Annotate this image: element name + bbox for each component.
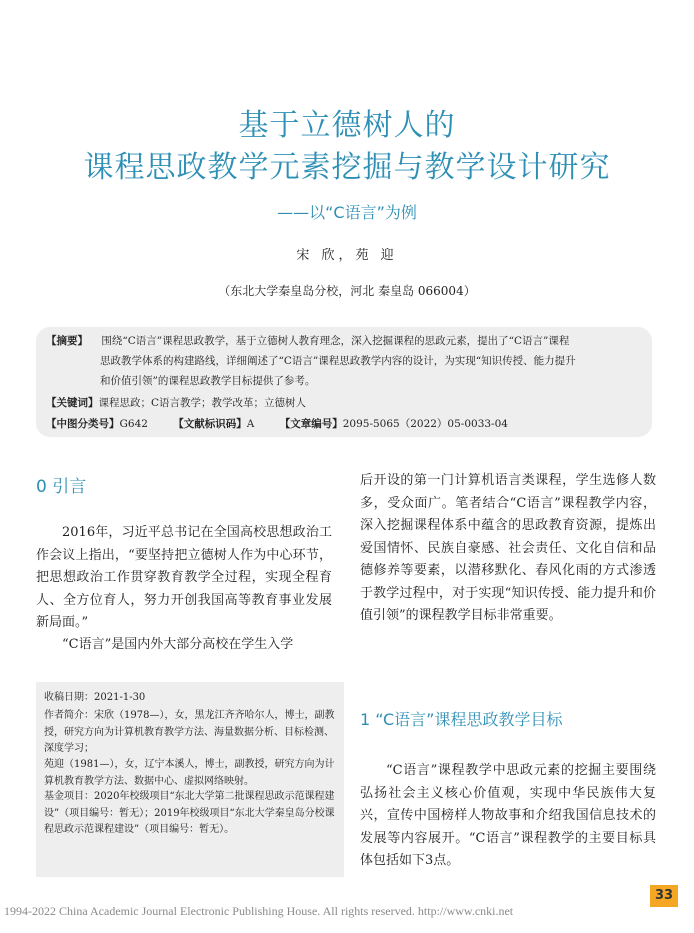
copyright-line: 1994-2022 China Academic Journal Electronic Publishing House. All rights reserved. http://www.cnki.net [4,904,514,918]
footnote-author-2: 苑迎（1981—），女，辽宁本溪人，博士，副教授，研究方向为计算机教育教学方法、数据中心、虚拟网络映射。 [44,759,335,787]
footnote-received: 收稿日期：2021-1-30 [44,692,146,703]
section-0-paragraph-2: “C语言”是国内外大部分高校在学生入学 [62,637,294,652]
section-1-heading: 1 “C语言”课程思政教学目标 [360,710,563,729]
keywords-label: 【关键词】 [46,397,99,409]
abstract-line-1 [46,331,646,351]
abstract-line-2: 思政教学体系的构建路线，详细阐述了“C语言”课程思政教学内容的设计，为实现“知识传授、能力提升 [100,355,576,367]
authors: 宋 欣，苑 迎 [296,248,398,263]
clc-value: G642 [119,418,148,430]
abstract-line-3: 和价值引领”的课程思政教学目标提供了参考。 [100,375,316,387]
title-line-2: 课程思政教学元素挖掘与教学设计研究 [83,150,611,185]
abstract-text-1: 围绕“C语言”课程思政教学，基于立德树人教育理念，深入挖掘课程的思政元素，提出了“C语言”课程 [101,335,570,347]
footnote-author-1: 作者简介：宋欣（1978—），女，黑龙江齐齐哈尔人，博士，副教授，研究方向为计算机教育教学方法、海量数据分析、目标检测、深度学习； [44,710,335,754]
classification-line [46,414,646,434]
section-0-heading: 0 引言 [36,477,87,497]
doc-code-value: A [246,418,255,430]
doc-code-label: 【文献标识码】 [173,418,247,430]
page-number: 33 [650,885,678,907]
abstract-label: 【摘要】 [46,335,88,347]
footnote-fund: 基金项目：2020年校级项目“东北大学第二批课程思政示范课程建设”（项目编号：暂无）；2019年校级项目“东北大学秦皇岛分校课程思政示范课程建设”（项目编号：暂无）。 [44,791,335,835]
keywords-line [46,393,646,413]
keywords: 课程思政；C语言教学；教学改革；立德树人 [98,397,307,409]
section-0-continued: 后开设的第一门计算机语言类课程，学生选修人数多，受众面广。笔者结合“C语言”课程教学内容，深入挖掘课程体系中蕴含的思政教育资源，提炼出爱国情怀、民族自豪感、社会责任、文化自信和品德修养等要素，以潜移默化、春风化雨的方式渗透于教学过程中，对于实现“知识传授、能力提升和价值引领”的课程教学目标非常重要。 [360,473,656,623]
subtitle: ——以“C语言”为例 [277,203,417,222]
clc-label: 【中图分类号】 [46,418,120,430]
section-1-paragraph: “C语言”课程教学中思政元素的挖掘主要围绕弘扬社会主义核心价值观，实现中华民族伟大复兴，宣传中国榜样人物故事和介绍我国信息技术的发展等内容展开。“C语言”课程教学的主要目标具体包括如下3点。 [360,763,656,868]
article-no-value: 2095-5065（2022）05-0033-04 [342,418,508,430]
affiliation: （东北大学秦皇岛分校，河北 秦皇岛 066004） [218,284,476,298]
section-0-paragraph-1: 2016年，习近平总书记在全国高校思想政治工作会议上指出，“要坚持把立德树人作为中心环节，把思想政治工作贯穿教育教学全过程，实现全程育人、全方位育人，努力开创我国高等教育事业发展新局面。” [36,525,332,630]
title-line-1: 基于立德树人的 [238,108,456,143]
article-no-label: 【文章编号】 [279,418,343,430]
